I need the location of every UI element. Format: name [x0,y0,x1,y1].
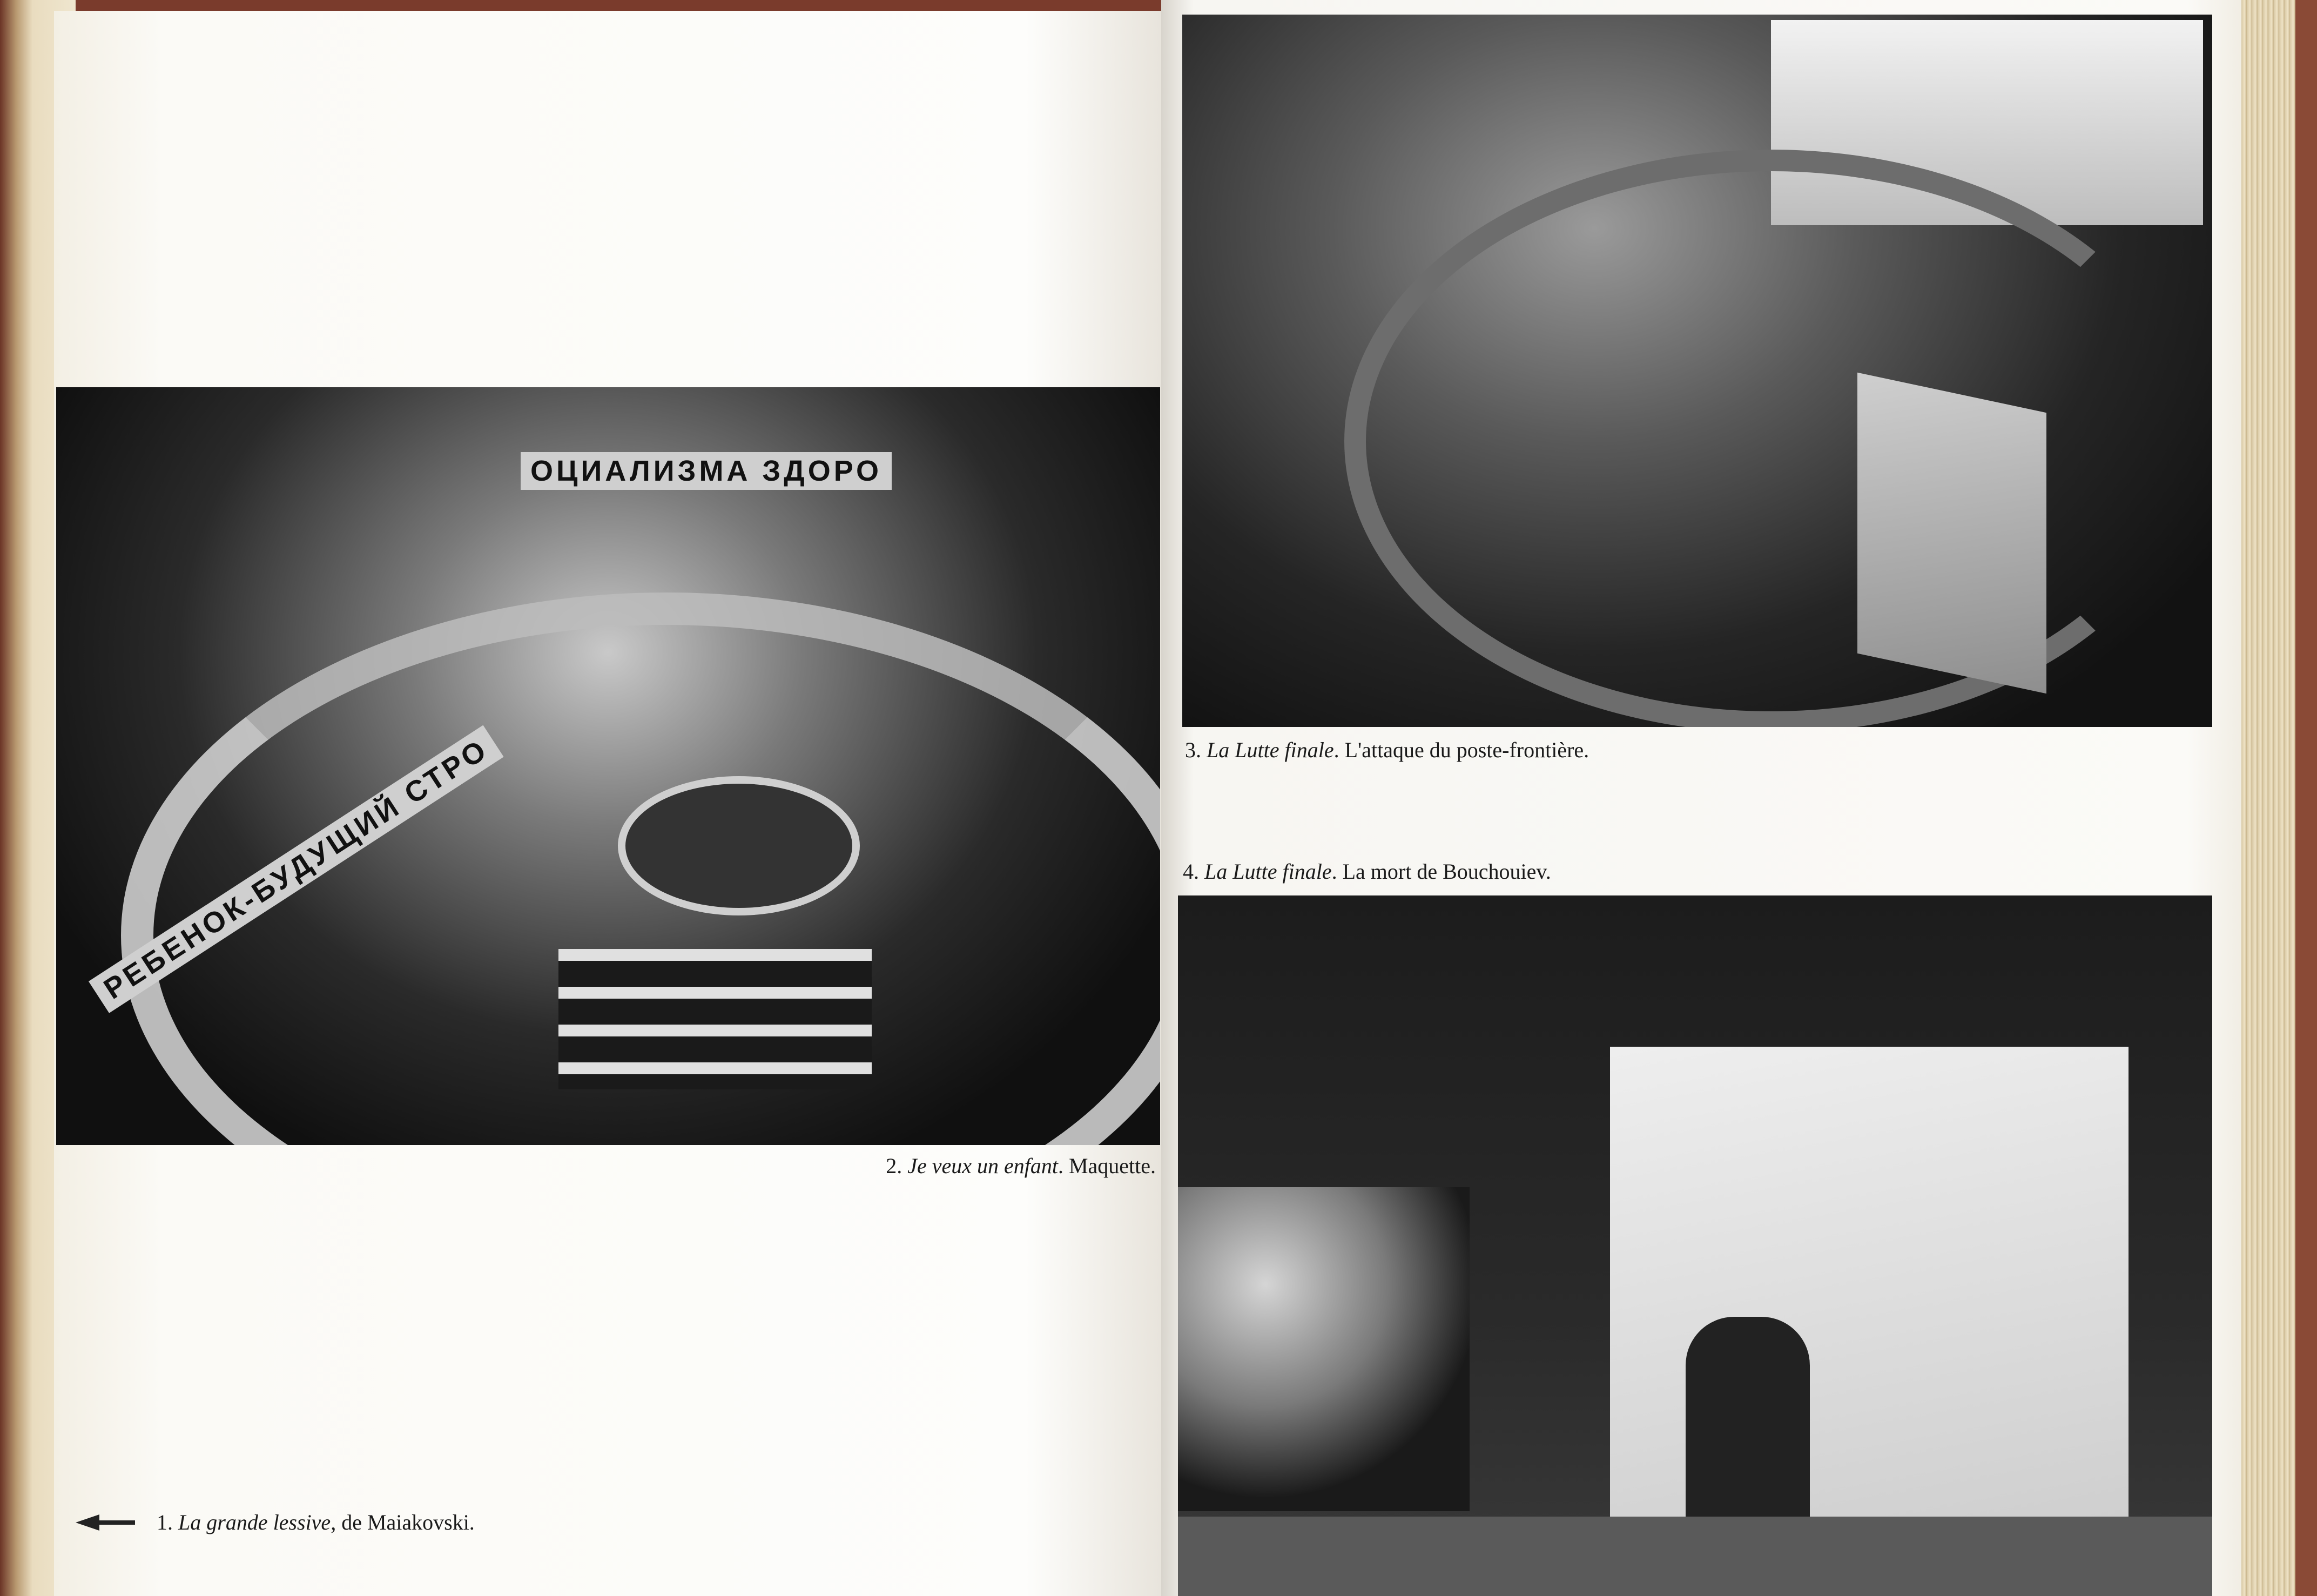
caption-text: . L'attaque du poste-frontière. [1333,738,1589,762]
photo-lutte-finale-mort [1178,895,2212,1596]
frontier-post-wall [1857,373,2046,693]
photo-je-veux-un-enfant-maquette [56,387,1160,1145]
actor-figure [1686,1317,1810,1544]
caption-figure-2 [886,1153,1156,1179]
caption-figure-1 [76,1510,475,1535]
curved-platform [1344,150,2198,727]
caption-text: . La mort de Bouchouiev. [1331,859,1551,884]
stage-floor [1178,1517,2212,1596]
book-edge-right [2241,0,2317,1596]
audience-benches [558,949,872,1089]
caption-title: La Lutte finale [1204,859,1332,884]
caption-number: 4. [1183,859,1199,884]
caption-figure-4 [1183,859,1551,884]
caption-text: . Maquette. [1058,1154,1156,1178]
caption-number: 1. [157,1510,173,1534]
caption-number: 2. [886,1154,902,1178]
caption-number: 3. [1185,738,1201,762]
photo-lutte-finale-attaque [1182,15,2212,727]
caption-title: La Lutte finale [1207,738,1334,762]
caption-figure-3 [1185,737,1589,763]
banner-slogan: РЕБЕНОК-БУДУЩИЙ СТРО [89,725,504,1013]
sandbags [1178,1187,1470,1511]
caption-title: La grande lessive [178,1510,331,1534]
banner-slogan: ОЦИАЛИЗМА ЗДОРО [521,452,892,490]
caption-text: , de Maiakovski. [331,1510,475,1534]
central-stage [618,776,860,915]
arrow-left-icon [76,1514,135,1531]
caption-title: Je veux un enfant [907,1154,1058,1178]
